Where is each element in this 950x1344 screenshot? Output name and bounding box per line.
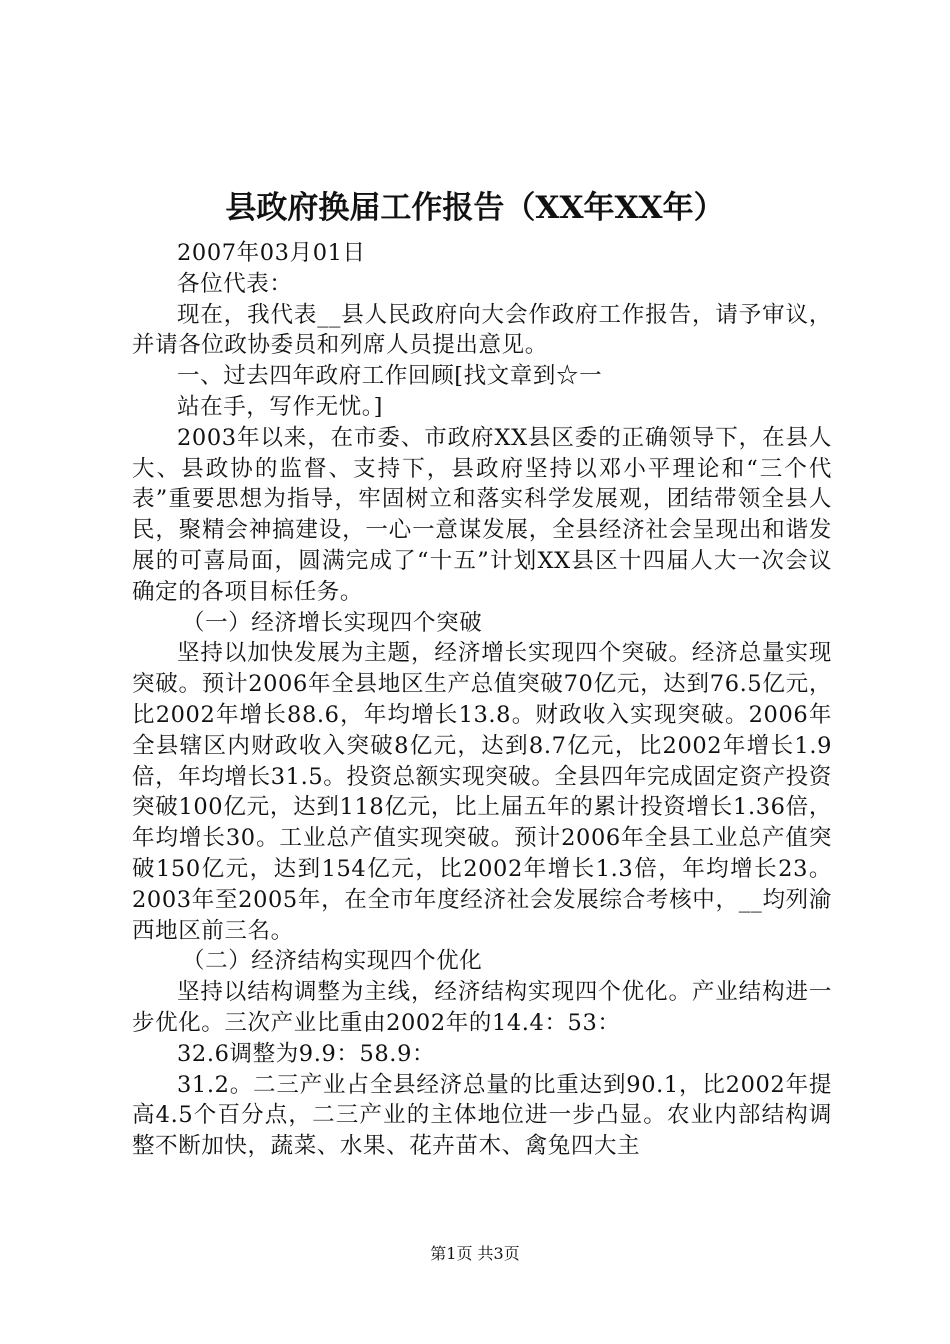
paragraph: 现在，我代表__县人民政府向大会作政府工作报告，请予审议，并请各位政协委员和列席人员提出意见。 <box>132 301 832 359</box>
document-body <box>132 238 832 1162</box>
paragraph: 31.2。二三产业占全县经济总量的比重达到90.1，比2002年提高4.5个百分点，二三产业的主体地位进一步凸显。农业内部结构调整不断加快，蔬菜、水果、花卉苗木、禽兔四大主 <box>132 1071 832 1160</box>
paragraph: 站在手，写作无忧。] <box>177 393 384 420</box>
report-date: 2007年03月01日 <box>177 240 366 266</box>
paragraph: 坚持以结构调整为主线，经济结构实现四个优化。产业结构进一步优化。三次产业比重由2002年的14.4：53： <box>132 979 832 1036</box>
paragraph: 32.6调整为9.9：58.9： <box>177 1040 436 1067</box>
paragraph: 2003年以来，在市委、市政府XX县区委的正确领导下，在县人大、县政协的监督、支持下，县政府坚持以邓小平理论和“三个代表”重要思想为指导，牢固树立和落实科学发展观，团结带领全县人民，聚精会神搞建设，一心一意谋发展，全县经济社会呈现出和谐发展的可喜局面，圆满完成了“十五”计划XX县区十四届人大一次会议确定的各项目标任务。 <box>132 424 832 605</box>
subsection-heading: （二）经济结构实现四个优化 <box>182 948 483 975</box>
page-footer: 第1页 共3页 <box>430 1244 520 1263</box>
section-heading: 一、过去四年政府工作回顾[找文章到☆一 <box>177 363 603 390</box>
paragraph: 坚持以加快发展为主题，经济增长实现四个突破。经济总量实现突破。预计2006年全县地区生产总值突破70亿元，达到76.5亿元，比2002年增长88.6，年均增长13.8。财政收入实现突破。2006年全县辖区内财政收入突破8亿元，达到8.7亿元，比2002年增长1.9倍，年均增长31.5。投资总额实现突破。全县四年完成固定资产投资突破100亿元，达到118亿元，比上届五年的累计投资增长1.36倍，年均增长30。工业总产值实现突破。预计2006年全县工业总产值突破150亿元，达到154亿元，比2002年增长1.3倍，年均增长23。2003年至2005年，在全市年度经济社会发展综合考核中，__均列渝西地区前三名。 <box>132 640 832 944</box>
salutation: 各位代表： <box>177 270 293 297</box>
document-title: 县政府换届工作报告（XX年XX年） <box>225 190 725 226</box>
subsection-heading: （一）经济增长实现四个突破 <box>182 609 483 636</box>
